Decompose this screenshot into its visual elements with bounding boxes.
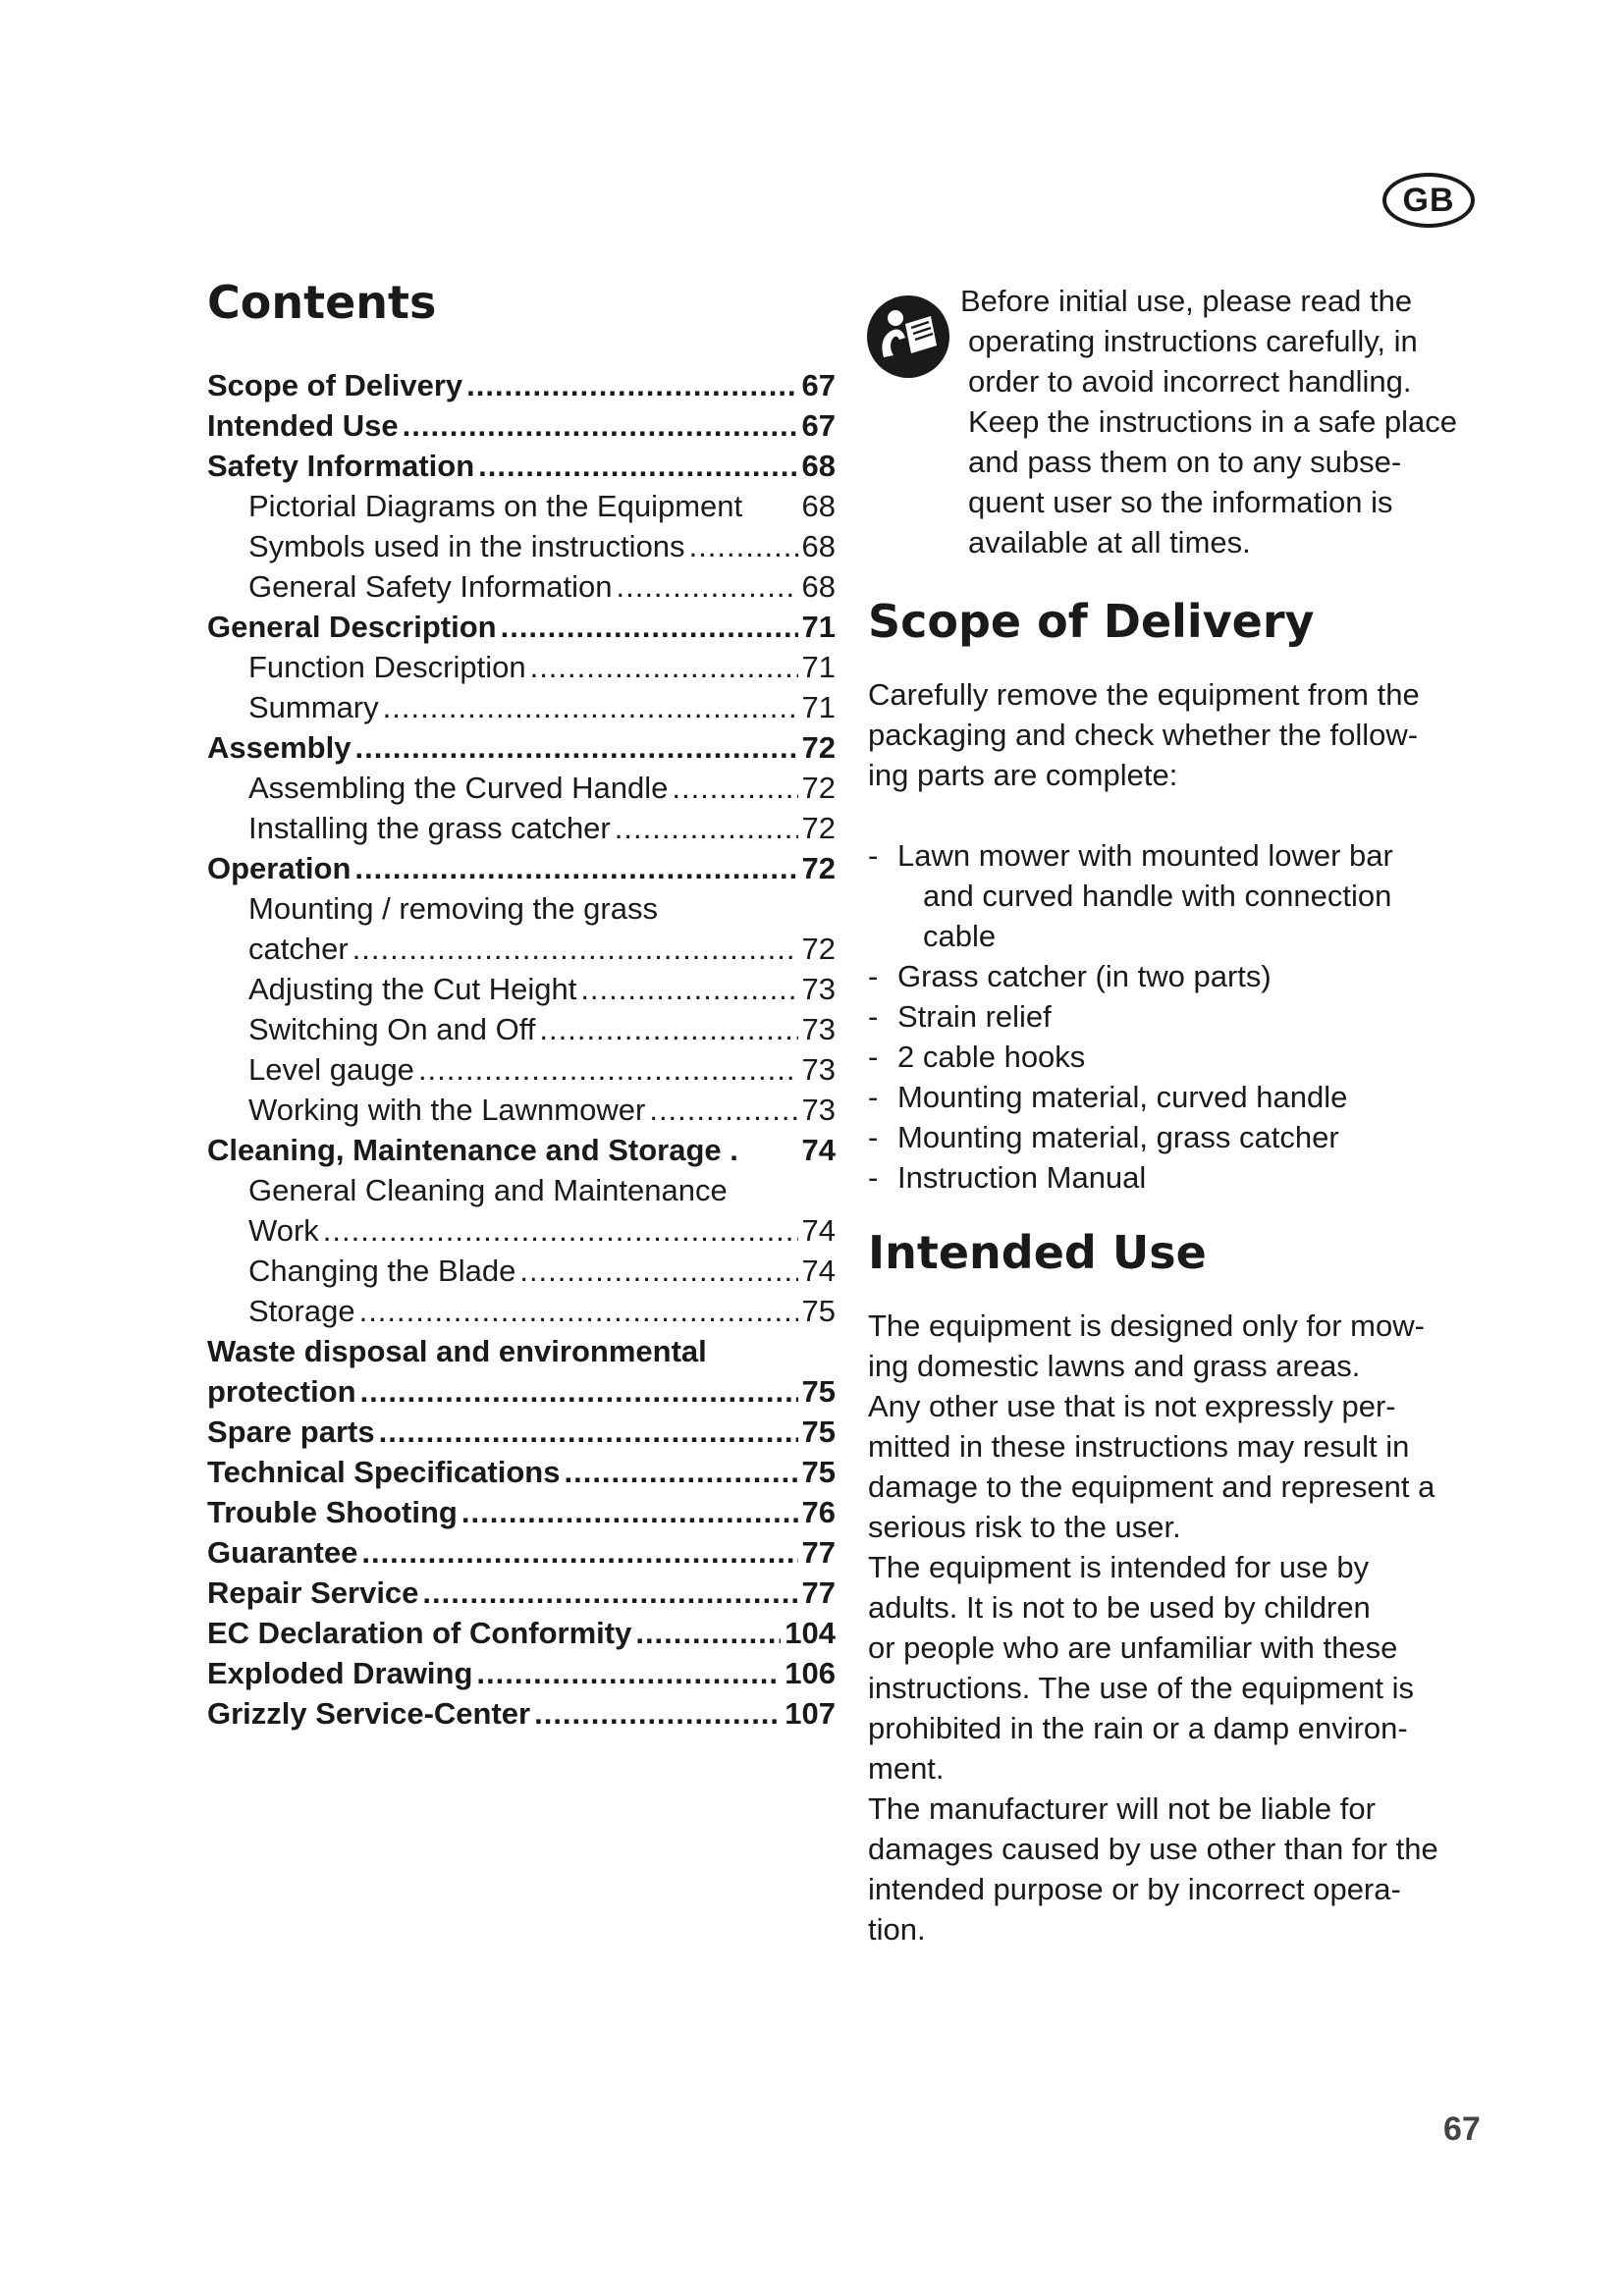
toc-entry-title: Installing the grass catcher bbox=[248, 811, 611, 845]
toc-leader-dots bbox=[534, 1693, 781, 1734]
toc-entry bbox=[207, 1090, 836, 1130]
toc-entry-page: 68 bbox=[801, 449, 836, 483]
toc-leader-dots bbox=[580, 969, 797, 1009]
scope-intro bbox=[868, 674, 1506, 795]
notice-line: Before initial use, please read the bbox=[960, 284, 1413, 318]
toc-entry-page: 75 bbox=[801, 1374, 836, 1409]
toc-leader-dots bbox=[422, 1573, 797, 1613]
list-item bbox=[868, 1157, 1506, 1198]
intended-line: Any other use that is not expressly per- bbox=[868, 1389, 1396, 1423]
toc-entry-page: 104 bbox=[785, 1616, 836, 1650]
intended-line: serious risk to the user. bbox=[868, 1510, 1181, 1544]
toc-entry bbox=[207, 566, 836, 607]
toc-leader-dots bbox=[354, 848, 797, 888]
intended-line: ing domestic lawns and grass areas. bbox=[868, 1349, 1361, 1383]
toc-entry-page: 77 bbox=[801, 1575, 836, 1610]
list-item-text: Instruction Manual bbox=[897, 1160, 1147, 1195]
contents-column bbox=[207, 273, 836, 1734]
right-column bbox=[868, 273, 1506, 1949]
list-item-text: 2 cable hooks bbox=[897, 1040, 1086, 1074]
list-item bbox=[868, 1077, 1506, 1117]
toc-leader-dots bbox=[359, 1291, 798, 1331]
toc-entry-title: General Safety Information bbox=[248, 569, 613, 604]
toc-entry bbox=[207, 486, 836, 526]
scope-intro-line: ing parts are complete: bbox=[868, 758, 1178, 792]
toc-entry-title: Assembly bbox=[207, 730, 352, 765]
intended-line: damages caused by use other than for the bbox=[868, 1832, 1438, 1866]
scope-title: Scope of Delivery bbox=[868, 595, 1315, 648]
toc-entry-page: 68 bbox=[801, 529, 836, 563]
intended-line: adults. It is not to be used by children bbox=[868, 1590, 1371, 1625]
toc-entry-title: General Description bbox=[207, 610, 497, 644]
toc-entry-title: Safety Information bbox=[207, 449, 475, 483]
toc-entry-page: 71 bbox=[801, 690, 836, 724]
intended-line: prohibited in the rain or a damp environ- bbox=[868, 1711, 1408, 1745]
toc-entry bbox=[207, 1452, 836, 1492]
toc-entry-title: Exploded Drawing bbox=[207, 1656, 473, 1690]
toc-entry-page: 67 bbox=[801, 368, 836, 402]
notice-line: operating instructions carefully, in bbox=[968, 324, 1418, 358]
list-item bbox=[868, 956, 1506, 996]
toc-leader-dots bbox=[539, 1009, 797, 1049]
toc-leader-dots bbox=[461, 1492, 798, 1532]
notice-text bbox=[868, 281, 1506, 562]
toc-entry bbox=[207, 969, 836, 1009]
list-item bbox=[868, 1117, 1506, 1157]
toc-entry-title: Work bbox=[248, 1213, 319, 1248]
toc-entry-title: Technical Specifications bbox=[207, 1455, 561, 1489]
toc-entry-title: protection bbox=[207, 1374, 356, 1409]
safety-notice bbox=[868, 281, 1506, 562]
list-item bbox=[868, 1037, 1506, 1077]
toc-entry-title: Grizzly Service-Center bbox=[207, 1696, 531, 1731]
toc-entry bbox=[207, 1492, 836, 1532]
toc-entry-page: 72 bbox=[801, 932, 836, 966]
toc-entry-page: 75 bbox=[801, 1294, 836, 1328]
intended-line: intended purpose or by incorrect opera- bbox=[868, 1872, 1401, 1906]
toc-entry-page: 68 bbox=[801, 569, 836, 604]
toc-leader-dots bbox=[323, 1210, 798, 1251]
toc-entry bbox=[207, 687, 836, 727]
toc-leader-dots bbox=[564, 1452, 797, 1492]
toc-entry-title: Spare parts bbox=[207, 1415, 375, 1449]
contents-title: Contents bbox=[207, 276, 437, 329]
toc-entry-title: Guarantee bbox=[207, 1535, 358, 1570]
language-badge: GB bbox=[1382, 173, 1475, 228]
toc-leader-dots bbox=[615, 808, 798, 848]
toc-entry-title: Summary bbox=[248, 690, 379, 724]
toc-entry bbox=[207, 1210, 836, 1251]
toc-leader-dots bbox=[519, 1251, 797, 1291]
toc-leader-dots bbox=[360, 1371, 798, 1412]
toc-entry bbox=[207, 1049, 836, 1090]
toc-leader-dots bbox=[672, 768, 797, 808]
toc-leader-dots bbox=[616, 566, 797, 607]
toc-leader-dots bbox=[635, 1613, 781, 1653]
toc-entry: Mounting / removing the grass bbox=[248, 891, 658, 926]
toc-entry-title: Repair Service bbox=[207, 1575, 419, 1610]
toc-entry-page: 72 bbox=[801, 771, 836, 805]
notice-line: available at all times. bbox=[968, 525, 1251, 560]
intended-line: The manufacturer will not be liable for bbox=[868, 1791, 1376, 1826]
toc-leader-dots bbox=[466, 365, 797, 405]
toc-entry-title: Scope of Delivery bbox=[207, 368, 463, 402]
scope-intro-line: Carefully remove the equipment from the bbox=[868, 677, 1420, 712]
toc-leader-dots bbox=[649, 1090, 797, 1130]
toc-entry-title: EC Declaration of Conformity bbox=[207, 1616, 632, 1650]
list-item-text: Grass catcher (in two parts) bbox=[897, 959, 1272, 993]
toc-entry bbox=[207, 1412, 836, 1452]
toc-entry-page: 74 bbox=[801, 1254, 836, 1288]
toc-entry bbox=[207, 1653, 836, 1693]
toc-leader-dots bbox=[476, 1653, 781, 1693]
toc-entry-title: Operation bbox=[207, 851, 352, 885]
toc-entry bbox=[207, 1573, 836, 1613]
intended-line: damage to the equipment and represent a bbox=[868, 1469, 1435, 1504]
toc-leader-dots bbox=[478, 446, 797, 486]
read-manual-icon bbox=[866, 294, 950, 379]
toc-entry bbox=[207, 1613, 836, 1653]
toc-entry: Waste disposal and environmental bbox=[207, 1334, 707, 1368]
toc-leader-dots bbox=[361, 1532, 797, 1573]
list-item-text: Mounting material, grass catcher bbox=[897, 1120, 1339, 1154]
toc-entry-title: Cleaning, Maintenance and Storage . bbox=[207, 1133, 738, 1167]
toc-entry bbox=[207, 1532, 836, 1573]
toc-entry bbox=[207, 727, 836, 768]
list-item-text: Strain relief bbox=[897, 999, 1052, 1034]
notice-line: Keep the instructions in a safe place bbox=[968, 404, 1458, 439]
toc-leader-dots bbox=[530, 647, 798, 687]
toc-entry bbox=[207, 405, 836, 446]
scope-items-list bbox=[868, 835, 1506, 1198]
toc-entry-title: Changing the Blade bbox=[248, 1254, 516, 1288]
list-item-text: Lawn mower with mounted lower bar bbox=[897, 838, 1393, 873]
toc-entry-title: Pictorial Diagrams on the Equipment bbox=[248, 489, 743, 523]
notice-line: quent user so the information is bbox=[968, 485, 1393, 519]
notice-line: order to avoid incorrect handling. bbox=[968, 364, 1412, 399]
toc-leader-dots bbox=[352, 929, 798, 969]
toc-leader-dots bbox=[383, 687, 798, 727]
toc-entry bbox=[207, 1251, 836, 1291]
toc-entry bbox=[207, 1291, 836, 1331]
page-number: 67 bbox=[1443, 2110, 1481, 2148]
toc-leader-dots bbox=[354, 727, 797, 768]
toc-entry-title: Level gauge bbox=[248, 1052, 414, 1087]
toc-entry-title: Assembling the Curved Handle bbox=[248, 771, 669, 805]
toc-entry bbox=[207, 647, 836, 687]
toc-entry bbox=[207, 1371, 836, 1412]
toc-entry-title: Adjusting the Cut Height bbox=[248, 972, 577, 1006]
toc-entry-page: 68 bbox=[801, 489, 836, 523]
toc-entry-page: 67 bbox=[801, 408, 836, 443]
toc-entry bbox=[207, 446, 836, 486]
notice-line: and pass them on to any subse- bbox=[968, 445, 1402, 479]
table-of-contents bbox=[207, 365, 836, 1734]
toc-entry bbox=[207, 1693, 836, 1734]
intended-line: tion. bbox=[868, 1912, 926, 1947]
toc-entry-page: 107 bbox=[785, 1696, 836, 1731]
scope-intro-line: packaging and check whether the follow- bbox=[868, 718, 1419, 752]
toc-leader-dots bbox=[418, 1049, 798, 1090]
toc-entry-title: Trouble Shooting bbox=[207, 1495, 458, 1529]
toc-entry bbox=[207, 848, 836, 888]
toc-entry-title: Symbols used in the instructions bbox=[248, 529, 685, 563]
toc-entry bbox=[207, 365, 836, 405]
list-item-continuation: and curved handle with connection bbox=[923, 879, 1392, 913]
toc-entry-page: 74 bbox=[801, 1133, 836, 1167]
intended-line: ment. bbox=[868, 1751, 945, 1786]
toc-entry-page: 76 bbox=[801, 1495, 836, 1529]
toc-entry-title: Switching On and Off bbox=[248, 1012, 536, 1046]
toc-entry-page: 72 bbox=[801, 851, 836, 885]
toc-entry-page: 75 bbox=[801, 1455, 836, 1489]
toc-entry-page: 106 bbox=[785, 1656, 836, 1690]
intended-line: or people who are unfamiliar with these bbox=[868, 1630, 1398, 1665]
toc-leader-dots bbox=[379, 1412, 798, 1452]
toc-entry bbox=[207, 526, 836, 566]
toc-entry-page: 74 bbox=[801, 1213, 836, 1248]
toc-entry-title: Function Description bbox=[248, 650, 526, 684]
toc-leader-dots bbox=[501, 607, 798, 647]
toc-entry bbox=[207, 1130, 836, 1170]
toc-entry-page: 71 bbox=[801, 650, 836, 684]
intended-title: Intended Use bbox=[868, 1226, 1207, 1279]
toc-leader-dots bbox=[689, 526, 798, 566]
intended-text bbox=[868, 1306, 1506, 1949]
toc-entry-page: 72 bbox=[801, 811, 836, 845]
list-item-continuation: cable bbox=[923, 919, 997, 953]
intended-line: instructions. The use of the equipment is bbox=[868, 1671, 1415, 1705]
toc-entry-page: 77 bbox=[801, 1535, 836, 1570]
list-item-text: Mounting material, curved handle bbox=[897, 1080, 1348, 1114]
list-item bbox=[868, 835, 1506, 956]
toc-entry-page: 73 bbox=[801, 972, 836, 1006]
toc-entry-page: 71 bbox=[801, 610, 836, 644]
toc-entry bbox=[207, 808, 836, 848]
toc-entry bbox=[207, 1009, 836, 1049]
toc-entry bbox=[207, 607, 836, 647]
intended-line: The equipment is intended for use by bbox=[868, 1550, 1370, 1584]
toc-entry bbox=[207, 929, 836, 969]
intended-line: The equipment is designed only for mow- bbox=[868, 1308, 1425, 1343]
toc-entry: General Cleaning and Maintenance bbox=[248, 1173, 728, 1207]
toc-entry-page: 73 bbox=[801, 1012, 836, 1046]
toc-entry-page: 73 bbox=[801, 1052, 836, 1087]
intended-line: mitted in these instructions may result in bbox=[868, 1429, 1410, 1464]
list-item bbox=[868, 996, 1506, 1037]
toc-entry-title: Working with the Lawnmower bbox=[248, 1093, 646, 1127]
toc-leader-dots bbox=[403, 405, 798, 446]
toc-entry-title: Storage bbox=[248, 1294, 355, 1328]
toc-entry bbox=[207, 768, 836, 808]
toc-entry-title: Intended Use bbox=[207, 408, 399, 443]
toc-entry-page: 73 bbox=[801, 1093, 836, 1127]
toc-entry-title: catcher bbox=[248, 932, 349, 966]
toc-entry-page: 75 bbox=[801, 1415, 836, 1449]
toc-entry-page: 72 bbox=[801, 730, 836, 765]
